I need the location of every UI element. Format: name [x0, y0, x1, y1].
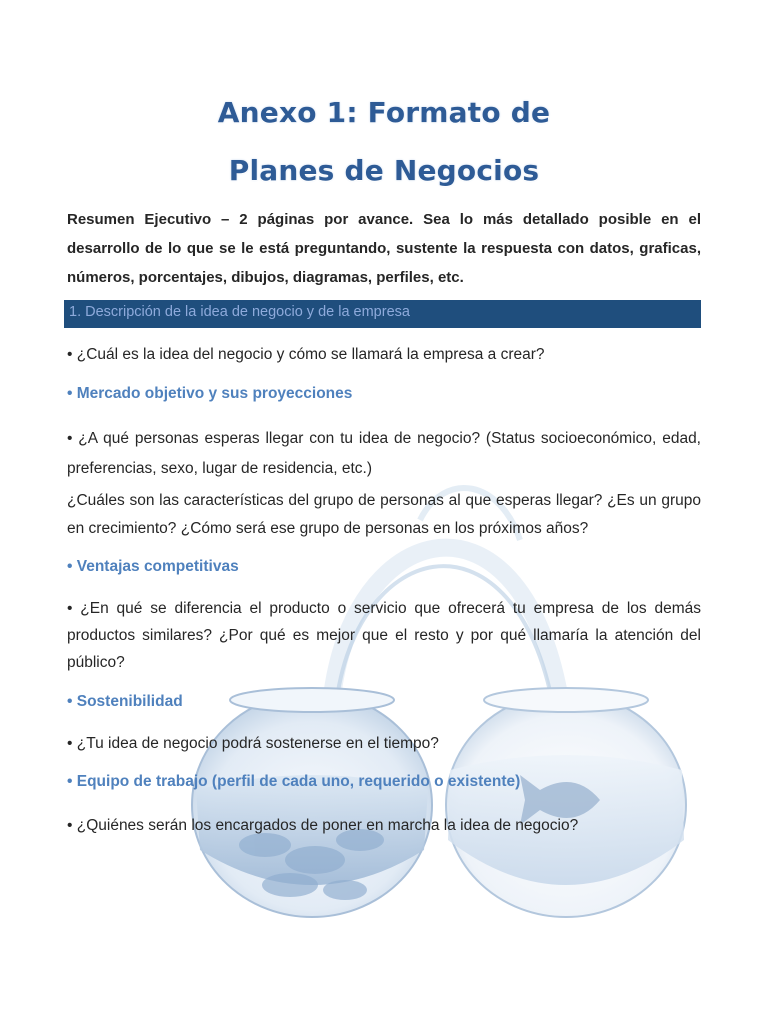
subheading-equipo: • Equipo de trabajo (perfil de cada uno, requerido o existente)	[67, 773, 521, 790]
question-personas: • ¿A qué personas esperas llegar con tu idea de negocio? (Status socioeconómico, edad, preferencias, sexo, lugar de residencia, etc.)	[67, 430, 701, 477]
title-line-1: Anexo 1: Formato de	[217, 96, 551, 129]
subheading-mercado: • Mercado objetivo y sus proyecciones	[67, 385, 353, 402]
title-line-2: Planes de Negocios	[228, 154, 540, 187]
subheading-sostenibilidad: • Sostenibilidad	[67, 693, 183, 710]
question-idea-negocio: • ¿Cuál es la idea del negocio y cómo se llamará la empresa a crear?	[67, 346, 545, 363]
question-encargados: • ¿Quiénes serán los encargados de poner en marcha la idea de negocio?	[67, 817, 579, 834]
question-diferencia: • ¿En qué se diferencia el producto o servicio que ofrecerá tu empresa de los demás productos similares? ¿Por qué es mejor que el resto y por qué llamaría la atención del público?	[67, 600, 701, 671]
section-heading: 1. Descripción de la idea de negocio y de la empresa	[69, 304, 410, 320]
question-caracteristicas: ¿Cuáles son las características del grupo de personas al que esperas llegar? ¿Es un grupo en crecimiento? ¿Cómo será ese grupo de personas en los próximos años?	[67, 492, 701, 537]
question-sostenerse: • ¿Tu idea de negocio podrá sostenerse en el tiempo?	[67, 735, 439, 752]
intro-paragraph: Resumen Ejecutivo – 2 páginas por avance. Sea lo más detallado posible en el desarrollo de lo que se le está preguntando, sustente la respuesta con datos, graficas, números, porcentajes, dibujos, diagramas, perfiles, etc.	[67, 211, 701, 286]
subheading-ventajas: • Ventajas competitivas	[67, 558, 239, 575]
section-heading-bar	[64, 300, 701, 328]
